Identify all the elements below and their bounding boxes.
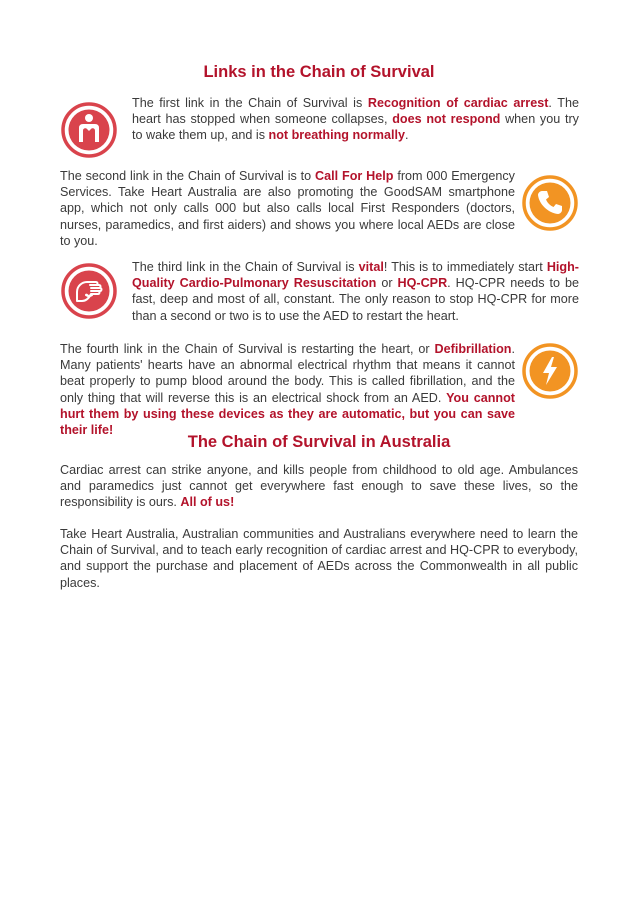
- paragraph-defibrillation: [60, 341, 515, 438]
- highlight-all-of-us: All of us!: [180, 495, 235, 510]
- highlight-defibrillation: Defibrillation: [434, 342, 512, 356]
- hands-cpr-icon: [60, 262, 118, 320]
- text: Take Heart Australia, Australian communities and Australians everywhere need to learn the Chain of Survival, and to teach early recognition of cardiac arrest and HQ-CPR to everybody, and support the purchase and placement of AEDs across the Commonwealth in all public places.: [60, 527, 578, 590]
- phone-icon: [521, 174, 579, 232]
- highlight-cannot-hurt: You cannot hurt them by using these devices as they are automatic, but you can save their life!: [60, 390, 515, 438]
- paragraph-australia-1: [60, 462, 578, 511]
- text: . The heart has stopped when someone collapses,: [132, 96, 579, 127]
- text: The fourth link in the Chain of Survival is restarting the heart, or: [60, 342, 435, 356]
- highlight-not-breathing: not breathing normally: [268, 128, 405, 143]
- lightning-icon: [521, 342, 579, 400]
- highlight-hq-cpr-full: High-Quality Cardio-Pulmonary Resuscitation: [132, 260, 579, 291]
- highlight-hq-cpr: HQ-CPR: [397, 276, 448, 291]
- paragraph-call-for-help: [60, 168, 515, 249]
- section-title-links: Links in the Chain of Survival: [203, 63, 435, 81]
- text: The second link in the Chain of Survival is to: [60, 169, 316, 183]
- text: ! This is to immediately start: [383, 260, 547, 274]
- highlight-vital: vital: [358, 260, 384, 274]
- paragraph-cpr: [132, 259, 579, 324]
- paragraph-recognition: [132, 95, 579, 144]
- text: when you try to wake them up, and is: [132, 112, 579, 143]
- paragraph-australia-2: [60, 526, 578, 591]
- text: . HQ-CPR needs to be fast, deep and most of all, constant. The only reason to stop HQ-CPR for more than a second or two is to use the AED to restart the heart.: [132, 276, 580, 323]
- text: The third link in the Chain of Survival is: [132, 260, 359, 274]
- text: .: [404, 128, 409, 143]
- highlight-call-for-help: Call For Help: [315, 169, 394, 183]
- text: . Many patients' hearts have an abnormal electrical rhythm that means it cannot beat properly to pump blood around the body. This is called fibrillation, and the only thing that will reverse this is an electrical shock from an AED.: [60, 342, 515, 405]
- highlight-no-response: does not respond: [392, 112, 501, 127]
- highlight-recognition: Recognition of cardiac arrest: [367, 96, 549, 110]
- person-heart-icon: [60, 101, 118, 159]
- text: from 000 Emergency Services. Take Heart Australia are also promoting the GoodSAM smartphone app, which not only calls 000 but also calls local First Responders (doctors, nurses, paramedics, and first aiders) and shows you where local AEDs are close to you.: [60, 169, 515, 248]
- text: or: [376, 276, 398, 291]
- section-title-australia: The Chain of Survival in Australia: [187, 433, 451, 451]
- text: Cardiac arrest can strike anyone, and kills people from childhood to old age. Ambulances and paramedics just cannot get everywhere fast enough to save these lives, so the responsibility is ours.: [60, 463, 578, 510]
- text: The first link in the Chain of Survival is: [132, 96, 368, 110]
